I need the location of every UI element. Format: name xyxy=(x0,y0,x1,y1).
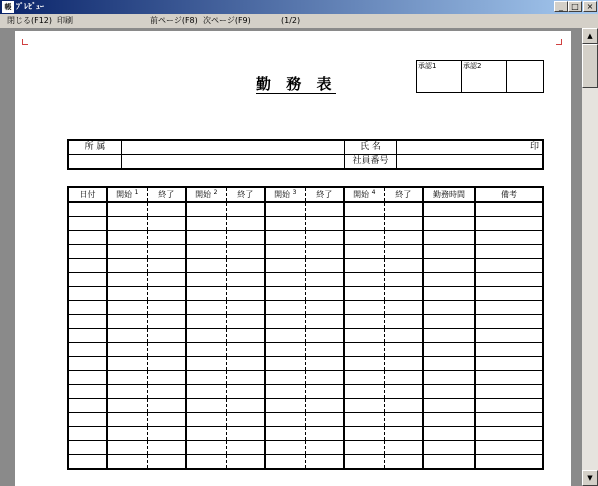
grid-cell xyxy=(147,273,186,287)
grid-cell xyxy=(423,371,475,385)
grid-cell xyxy=(305,413,344,427)
work-hours-header: 勤務時間 xyxy=(423,187,475,202)
grid-cell xyxy=(147,357,186,371)
grid-cell xyxy=(186,385,226,399)
table-row xyxy=(68,455,543,470)
table-row xyxy=(68,287,543,301)
end-header: 終了 xyxy=(384,187,423,202)
date-header: 日付 xyxy=(68,187,107,202)
menu-bar xyxy=(0,14,598,28)
grid-cell xyxy=(147,217,186,231)
grid-cell xyxy=(68,329,107,343)
grid-cell xyxy=(475,245,543,259)
table-row xyxy=(68,399,543,413)
grid-cell xyxy=(147,245,186,259)
table-row xyxy=(68,371,543,385)
page-indicator: (1/2) xyxy=(281,16,301,25)
grid-cell xyxy=(423,231,475,245)
grid-cell xyxy=(384,343,423,357)
grid-cell xyxy=(147,315,186,329)
document-title: 勤 務 表 xyxy=(256,75,337,93)
table-row xyxy=(68,231,543,245)
vertical-scrollbar[interactable] xyxy=(582,28,598,486)
grid-cell xyxy=(107,343,147,357)
grid-cell xyxy=(265,371,305,385)
grid-cell xyxy=(423,217,475,231)
next-page-button[interactable]: 次ページ(F9) xyxy=(203,16,251,25)
grid-cell xyxy=(265,217,305,231)
grid-cell xyxy=(147,441,186,455)
grid-cell xyxy=(226,273,265,287)
close-preview-button[interactable]: 閉じる(F12) xyxy=(7,16,53,25)
grid-cell xyxy=(344,413,384,427)
grid-cell xyxy=(305,441,344,455)
grid-cell xyxy=(305,287,344,301)
start-label: 開始 xyxy=(116,190,133,199)
affiliation-value xyxy=(122,140,345,155)
grid-cell xyxy=(344,343,384,357)
grid-cell xyxy=(344,217,384,231)
grid-cell xyxy=(186,413,226,427)
grid-cell xyxy=(475,259,543,273)
grid-cell xyxy=(186,217,226,231)
grid-cell xyxy=(186,441,226,455)
grid-cell xyxy=(226,371,265,385)
grid-cell xyxy=(147,413,186,427)
grid-cell xyxy=(344,427,384,441)
grid-cell xyxy=(107,202,147,217)
grid-cell xyxy=(384,441,423,455)
grid-cell xyxy=(226,329,265,343)
grid-cell xyxy=(344,259,384,273)
grid-cell xyxy=(423,287,475,301)
grid-cell xyxy=(384,245,423,259)
grid-cell xyxy=(107,245,147,259)
grid-cell xyxy=(265,413,305,427)
affiliation-sub-value xyxy=(122,155,345,170)
title-bar xyxy=(0,0,598,14)
grid-cell xyxy=(147,329,186,343)
name-label: 氏 名 xyxy=(345,140,397,155)
grid-cell xyxy=(68,385,107,399)
grid-cell xyxy=(147,371,186,385)
grid-cell xyxy=(186,259,226,273)
grid-cell xyxy=(305,245,344,259)
grid-cell xyxy=(344,315,384,329)
grid-cell xyxy=(423,273,475,287)
grid-cell xyxy=(475,399,543,413)
grid-cell xyxy=(384,315,423,329)
grid-cell xyxy=(147,287,186,301)
grid-cell xyxy=(475,273,543,287)
grid-cell xyxy=(305,343,344,357)
employee-no-value xyxy=(397,155,544,170)
grid-cell xyxy=(423,301,475,315)
start-label: 開始 xyxy=(353,190,370,199)
grid-cell xyxy=(265,231,305,245)
table-row xyxy=(68,357,543,371)
grid-cell xyxy=(475,217,543,231)
table-row xyxy=(68,413,543,427)
grid-cell xyxy=(226,441,265,455)
grid-cell xyxy=(147,301,186,315)
scroll-down-button[interactable]: ▼ xyxy=(582,470,598,486)
grid-cell xyxy=(475,441,543,455)
start-header xyxy=(107,187,147,202)
grid-cell xyxy=(344,455,384,470)
prev-page-button[interactable]: 前ページ(F8) xyxy=(150,16,198,25)
grid-cell xyxy=(344,231,384,245)
crop-mark-icon xyxy=(556,39,562,45)
grid-cell xyxy=(68,343,107,357)
grid-cell xyxy=(305,273,344,287)
grid-cell xyxy=(226,357,265,371)
grid-cell xyxy=(226,231,265,245)
grid-cell xyxy=(226,217,265,231)
grid-cell xyxy=(186,343,226,357)
grid-cell xyxy=(68,441,107,455)
grid-cell xyxy=(423,259,475,273)
print-button[interactable]: 印刷 xyxy=(57,16,73,25)
grid-cell xyxy=(475,413,543,427)
grid-cell xyxy=(265,301,305,315)
grid-cell xyxy=(186,427,226,441)
affiliation-sub-cell xyxy=(68,155,122,170)
grid-cell xyxy=(423,357,475,371)
window-title: ﾌﾟﾚﾋﾞｭｰ xyxy=(16,2,44,11)
employee-info-table xyxy=(67,139,544,170)
approval-cell: 承認1 xyxy=(417,61,462,93)
grid-cell xyxy=(107,301,147,315)
group-number: 3 xyxy=(292,189,297,196)
table-row xyxy=(68,202,543,217)
group-number: 4 xyxy=(371,189,376,196)
grid-cell xyxy=(423,202,475,217)
grid-cell xyxy=(68,202,107,217)
grid-cell xyxy=(475,329,543,343)
grid-cell xyxy=(107,259,147,273)
grid-cell xyxy=(344,399,384,413)
attendance-grid xyxy=(67,186,544,470)
grid-cell xyxy=(384,357,423,371)
grid-cell xyxy=(186,357,226,371)
grid-cell xyxy=(344,202,384,217)
grid-cell xyxy=(344,357,384,371)
grid-cell xyxy=(305,357,344,371)
grid-cell xyxy=(344,301,384,315)
remarks-header: 備考 xyxy=(475,187,543,202)
grid-cell xyxy=(226,315,265,329)
grid-cell xyxy=(423,427,475,441)
grid-cell xyxy=(68,371,107,385)
approval-box xyxy=(416,60,544,93)
grid-cell xyxy=(226,259,265,273)
grid-cell xyxy=(344,273,384,287)
grid-cell xyxy=(423,343,475,357)
grid-cell xyxy=(107,357,147,371)
grid-cell xyxy=(68,315,107,329)
grid-cell xyxy=(107,231,147,245)
grid-cell xyxy=(384,413,423,427)
grid-cell xyxy=(68,301,107,315)
affiliation-label: 所 属 xyxy=(68,140,122,155)
grid-cell xyxy=(475,455,543,470)
grid-cell xyxy=(68,399,107,413)
grid-cell xyxy=(107,273,147,287)
grid-cell xyxy=(68,427,107,441)
grid-cell xyxy=(226,301,265,315)
group-number: 2 xyxy=(213,189,218,196)
grid-cell xyxy=(475,357,543,371)
table-row xyxy=(68,273,543,287)
grid-cell xyxy=(186,399,226,413)
grid-cell xyxy=(226,287,265,301)
grid-cell xyxy=(423,245,475,259)
grid-cell xyxy=(384,427,423,441)
grid-cell xyxy=(384,399,423,413)
grid-cell xyxy=(344,287,384,301)
crop-mark-icon xyxy=(22,39,28,45)
grid-cell xyxy=(68,357,107,371)
grid-cell xyxy=(305,231,344,245)
grid-cell xyxy=(147,202,186,217)
grid-cell xyxy=(186,315,226,329)
employee-no-label: 社員番号 xyxy=(345,155,397,170)
grid-cell xyxy=(226,455,265,470)
grid-cell xyxy=(226,202,265,217)
start-header xyxy=(344,187,384,202)
start-header xyxy=(186,187,226,202)
grid-cell xyxy=(265,273,305,287)
grid-cell xyxy=(68,259,107,273)
grid-cell xyxy=(186,371,226,385)
grid-cell xyxy=(68,217,107,231)
grid-cell xyxy=(344,385,384,399)
grid-cell xyxy=(384,259,423,273)
grid-cell xyxy=(384,202,423,217)
grid-cell xyxy=(186,455,226,470)
grid-cell xyxy=(147,399,186,413)
grid-cell xyxy=(147,427,186,441)
scroll-thumb[interactable] xyxy=(582,44,598,88)
table-row xyxy=(68,301,543,315)
grid-cell xyxy=(305,371,344,385)
grid-cell xyxy=(107,315,147,329)
grid-cell xyxy=(305,427,344,441)
table-row xyxy=(68,217,543,231)
grid-cell xyxy=(265,385,305,399)
grid-cell xyxy=(226,245,265,259)
grid-cell xyxy=(265,287,305,301)
grid-cell xyxy=(423,315,475,329)
grid-cell xyxy=(265,343,305,357)
grid-cell xyxy=(305,315,344,329)
grid-cell xyxy=(384,301,423,315)
grid-cell xyxy=(344,245,384,259)
grid-cell xyxy=(226,399,265,413)
grid-cell xyxy=(226,427,265,441)
table-row xyxy=(68,441,543,455)
grid-cell xyxy=(475,385,543,399)
grid-cell xyxy=(68,273,107,287)
grid-cell xyxy=(226,413,265,427)
grid-cell xyxy=(107,441,147,455)
scroll-up-button[interactable]: ▲ xyxy=(582,28,598,44)
grid-cell xyxy=(423,441,475,455)
grid-cell xyxy=(186,329,226,343)
grid-cell xyxy=(384,371,423,385)
grid-cell xyxy=(265,357,305,371)
grid-cell xyxy=(186,231,226,245)
grid-cell xyxy=(186,245,226,259)
grid-cell xyxy=(305,329,344,343)
end-header: 終了 xyxy=(226,187,265,202)
table-row xyxy=(68,385,543,399)
grid-cell xyxy=(384,231,423,245)
grid-cell xyxy=(305,385,344,399)
document-page xyxy=(15,31,571,486)
grid-cell xyxy=(265,427,305,441)
grid-cell xyxy=(384,329,423,343)
table-row xyxy=(68,259,543,273)
grid-cell xyxy=(344,329,384,343)
grid-cell xyxy=(475,371,543,385)
table-row xyxy=(68,343,543,357)
grid-cell xyxy=(344,371,384,385)
grid-cell xyxy=(68,413,107,427)
grid-cell xyxy=(186,301,226,315)
grid-cell xyxy=(423,399,475,413)
grid-cell xyxy=(384,217,423,231)
grid-cell xyxy=(68,455,107,470)
grid-cell xyxy=(265,202,305,217)
grid-cell xyxy=(226,385,265,399)
grid-cell xyxy=(265,245,305,259)
preview-canvas xyxy=(0,28,582,486)
grid-cell xyxy=(186,287,226,301)
grid-cell xyxy=(68,287,107,301)
grid-cell xyxy=(423,329,475,343)
grid-cell xyxy=(265,399,305,413)
grid-cell xyxy=(107,427,147,441)
grid-cell xyxy=(68,231,107,245)
table-row xyxy=(68,329,543,343)
grid-cell xyxy=(305,259,344,273)
minimize-button[interactable]: _ xyxy=(554,1,568,12)
start-header xyxy=(265,187,305,202)
grid-cell xyxy=(384,287,423,301)
grid-cell xyxy=(107,413,147,427)
grid-cell xyxy=(107,399,147,413)
grid-cell xyxy=(423,455,475,470)
grid-cell xyxy=(265,455,305,470)
grid-cell xyxy=(423,413,475,427)
grid-cell xyxy=(265,329,305,343)
grid-cell xyxy=(186,273,226,287)
grid-cell xyxy=(475,287,543,301)
start-label: 開始 xyxy=(195,190,212,199)
grid-cell xyxy=(147,455,186,470)
grid-cell xyxy=(475,202,543,217)
approval-cell xyxy=(507,61,544,93)
grid-cell xyxy=(344,441,384,455)
grid-cell xyxy=(265,441,305,455)
grid-cell xyxy=(68,245,107,259)
group-number: 1 xyxy=(134,189,139,196)
grid-cell xyxy=(107,287,147,301)
start-label: 開始 xyxy=(274,190,291,199)
grid-cell xyxy=(107,385,147,399)
grid-cell xyxy=(265,259,305,273)
grid-cell xyxy=(305,455,344,470)
grid-cell xyxy=(107,371,147,385)
end-header: 終了 xyxy=(147,187,186,202)
grid-cell xyxy=(107,329,147,343)
grid-cell xyxy=(147,385,186,399)
app-icon: 帳 xyxy=(2,1,14,13)
table-row xyxy=(68,427,543,441)
grid-cell xyxy=(107,455,147,470)
maximize-button[interactable]: □ xyxy=(568,1,582,12)
grid-cell xyxy=(423,385,475,399)
grid-cell xyxy=(147,343,186,357)
grid-cell xyxy=(226,343,265,357)
grid-cell xyxy=(384,385,423,399)
grid-cell xyxy=(305,301,344,315)
end-header: 終了 xyxy=(305,187,344,202)
grid-cell xyxy=(475,427,543,441)
table-row xyxy=(68,315,543,329)
grid-cell xyxy=(186,202,226,217)
approval-cell: 承認2 xyxy=(462,61,507,93)
grid-cell xyxy=(147,259,186,273)
grid-cell xyxy=(384,455,423,470)
table-row xyxy=(68,245,543,259)
grid-cell xyxy=(107,217,147,231)
grid-cell xyxy=(147,231,186,245)
seal-mark: 印 xyxy=(397,140,544,155)
close-button[interactable]: × xyxy=(583,1,597,12)
grid-cell xyxy=(475,231,543,245)
grid-cell xyxy=(475,343,543,357)
grid-cell xyxy=(475,315,543,329)
grid-cell xyxy=(384,273,423,287)
grid-cell xyxy=(265,315,305,329)
grid-header-row xyxy=(68,187,543,202)
grid-cell xyxy=(305,202,344,217)
grid-cell xyxy=(305,217,344,231)
grid-cell xyxy=(475,301,543,315)
grid-cell xyxy=(305,399,344,413)
